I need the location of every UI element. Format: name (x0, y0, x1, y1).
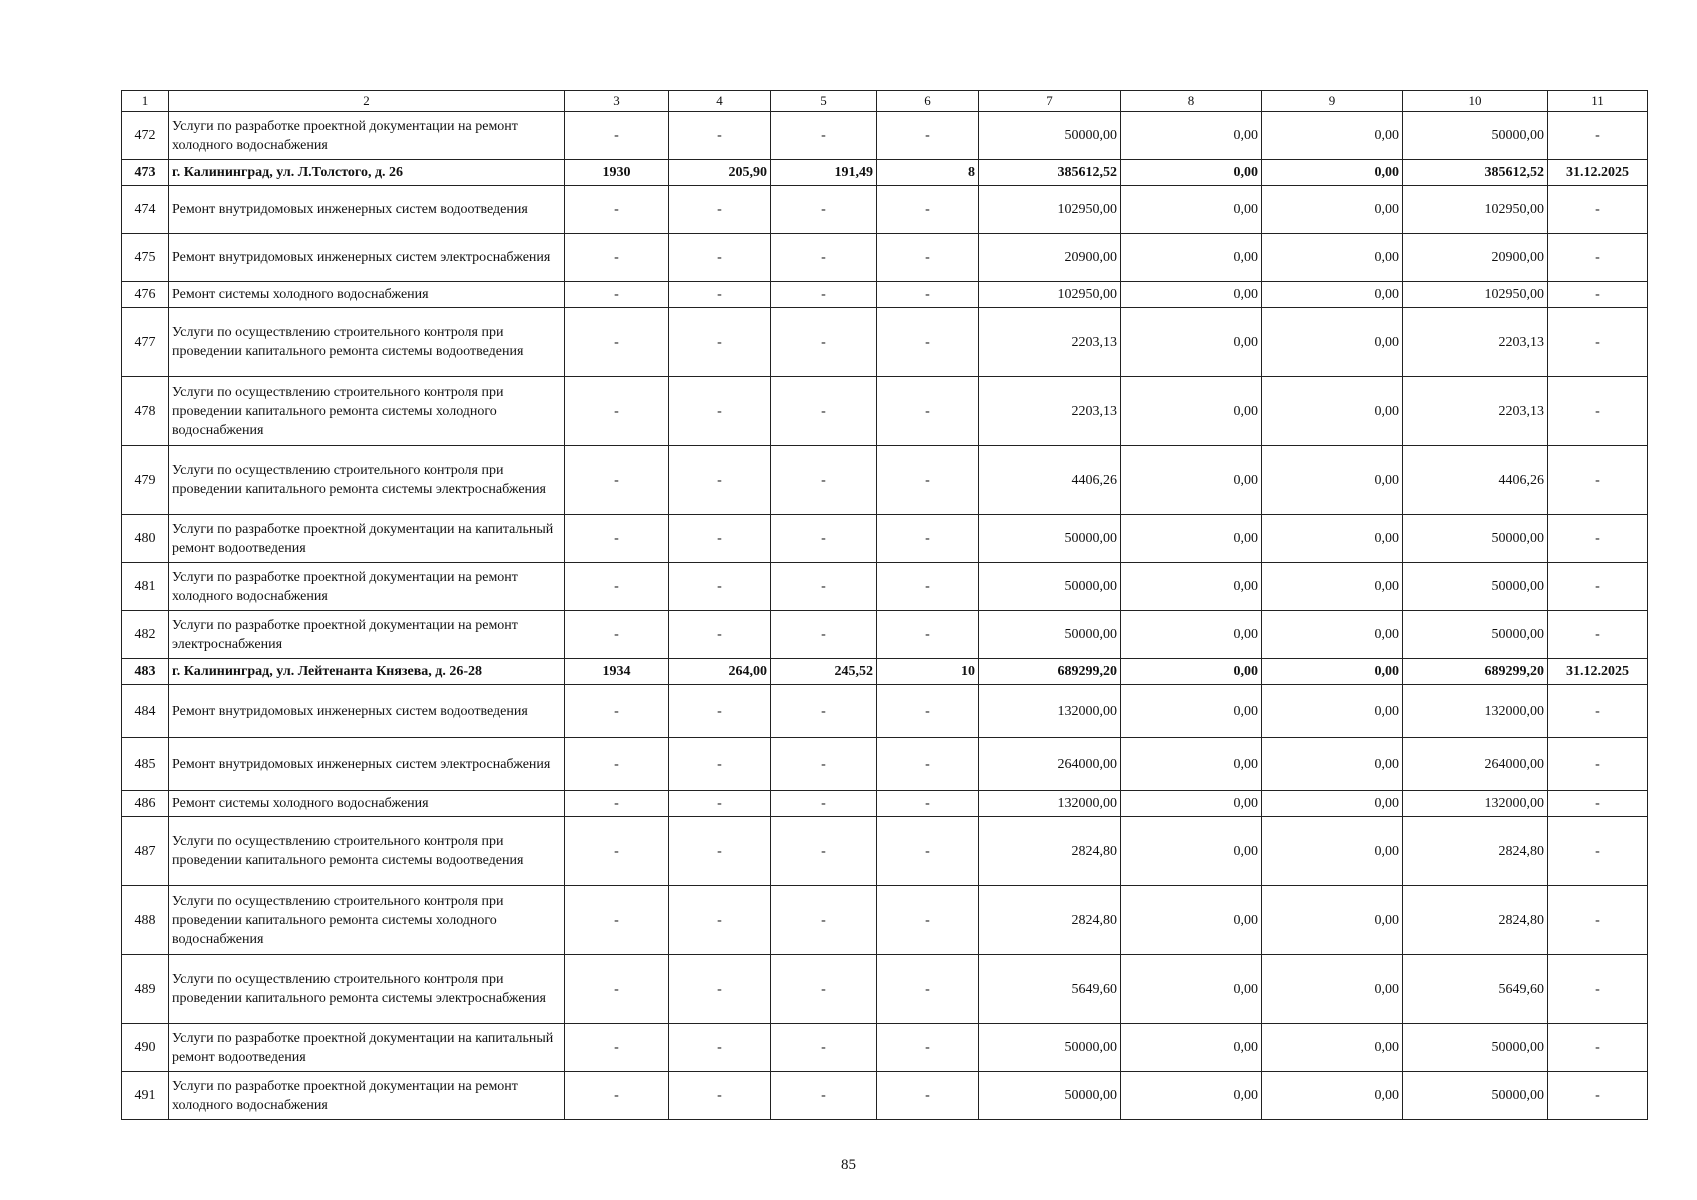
cost-total-cell: 132000,00 (979, 791, 1121, 817)
cost-total-cell: 5649,60 (979, 955, 1121, 1024)
work-description-cell: Услуги по разработке проектной документации на ремонт холодного водоснабжения (169, 112, 565, 160)
row-number-cell: 483 (122, 659, 169, 685)
header-cell: 7 (979, 91, 1121, 112)
row-number-cell: 474 (122, 186, 169, 234)
cost-total-cell: 20900,00 (979, 234, 1121, 282)
cost-fund-cell: 0,00 (1121, 791, 1262, 817)
header-cell: 8 (1121, 91, 1262, 112)
area-living-cell: - (771, 611, 877, 659)
cost-other-cell: 0,00 (1262, 817, 1403, 886)
year-cell: - (565, 282, 669, 308)
deadline-cell: - (1548, 791, 1648, 817)
deadline-cell: - (1548, 446, 1648, 515)
cost-owners-cell: 2824,80 (1403, 817, 1548, 886)
cost-owners-cell: 689299,20 (1403, 659, 1548, 685)
cost-fund-cell: 0,00 (1121, 186, 1262, 234)
area-living-cell: - (771, 186, 877, 234)
work-description-cell: Ремонт внутридомовых инженерных систем электроснабжения (169, 234, 565, 282)
area-living-cell: - (771, 1072, 877, 1120)
area-living-cell: - (771, 282, 877, 308)
cost-other-cell: 0,00 (1262, 112, 1403, 160)
area-living-cell: 191,49 (771, 160, 877, 186)
cost-fund-cell: 0,00 (1121, 611, 1262, 659)
table-row (122, 955, 1648, 1024)
row-number-cell: 477 (122, 308, 169, 377)
area-living-cell: - (771, 515, 877, 563)
row-number-cell: 472 (122, 112, 169, 160)
row-number-cell: 486 (122, 791, 169, 817)
cost-owners-cell: 385612,52 (1403, 160, 1548, 186)
work-description-cell: Услуги по осуществлению строительного контроля при проведении капитального ремонта системы холодного водоснабжения (169, 377, 565, 446)
year-cell: - (565, 515, 669, 563)
work-description-cell: Ремонт внутридомовых инженерных систем водоотведения (169, 186, 565, 234)
cost-other-cell: 0,00 (1262, 446, 1403, 515)
cost-fund-cell: 0,00 (1121, 377, 1262, 446)
table-row (122, 377, 1648, 446)
residents-cell: - (877, 1072, 979, 1120)
cost-owners-cell: 132000,00 (1403, 685, 1548, 738)
work-description-cell: Ремонт системы холодного водоснабжения (169, 791, 565, 817)
header-cell: 9 (1262, 91, 1403, 112)
header-cell: 11 (1548, 91, 1648, 112)
year-cell: - (565, 611, 669, 659)
cost-fund-cell: 0,00 (1121, 112, 1262, 160)
cost-owners-cell: 132000,00 (1403, 791, 1548, 817)
area-total-cell: - (669, 186, 771, 234)
header-cell: 10 (1403, 91, 1548, 112)
year-cell: - (565, 791, 669, 817)
area-total-cell: - (669, 377, 771, 446)
work-description-cell: Услуги по осуществлению строительного контроля при проведении капитального ремонта системы водоотведения (169, 308, 565, 377)
residents-cell: - (877, 685, 979, 738)
deadline-cell: - (1548, 234, 1648, 282)
area-living-cell: 245,52 (771, 659, 877, 685)
area-total-cell: 205,90 (669, 160, 771, 186)
row-number-cell: 478 (122, 377, 169, 446)
cost-owners-cell: 264000,00 (1403, 738, 1548, 791)
year-cell: 1930 (565, 160, 669, 186)
area-living-cell: - (771, 1024, 877, 1072)
deadline-cell: 31.12.2025 (1548, 160, 1648, 186)
work-description-cell: Услуги по разработке проектной документации на капитальный ремонт водоотведения (169, 1024, 565, 1072)
year-cell: - (565, 446, 669, 515)
row-number-cell: 480 (122, 515, 169, 563)
row-number-cell: 490 (122, 1024, 169, 1072)
cost-other-cell: 0,00 (1262, 1072, 1403, 1120)
cost-fund-cell: 0,00 (1121, 817, 1262, 886)
cost-fund-cell: 0,00 (1121, 886, 1262, 955)
cost-fund-cell: 0,00 (1121, 446, 1262, 515)
page-number: 85 (841, 1157, 856, 1173)
row-number-cell: 482 (122, 611, 169, 659)
table-row (122, 1024, 1648, 1072)
cost-other-cell: 0,00 (1262, 234, 1403, 282)
deadline-cell: - (1548, 1072, 1648, 1120)
row-number-cell: 489 (122, 955, 169, 1024)
cost-total-cell: 132000,00 (979, 685, 1121, 738)
work-description-cell: Услуги по разработке проектной документации на ремонт холодного водоснабжения (169, 563, 565, 611)
area-total-cell: 264,00 (669, 659, 771, 685)
area-living-cell: - (771, 377, 877, 446)
work-description-cell: Ремонт внутридомовых инженерных систем электроснабжения (169, 738, 565, 791)
table-row (122, 446, 1648, 515)
table-row (122, 186, 1648, 234)
table-row (122, 817, 1648, 886)
area-total-cell: - (669, 791, 771, 817)
year-cell: - (565, 817, 669, 886)
cost-owners-cell: 102950,00 (1403, 186, 1548, 234)
year-cell: - (565, 234, 669, 282)
area-living-cell: - (771, 234, 877, 282)
residents-cell: - (877, 563, 979, 611)
header-cell: 3 (565, 91, 669, 112)
work-description-cell: г. Калининград, ул. Л.Толстого, д. 26 (169, 160, 565, 186)
area-total-cell: - (669, 1072, 771, 1120)
cost-owners-cell: 50000,00 (1403, 515, 1548, 563)
deadline-cell: - (1548, 308, 1648, 377)
deadline-cell: 31.12.2025 (1548, 659, 1648, 685)
cost-other-cell: 0,00 (1262, 282, 1403, 308)
work-description-cell: Услуги по осуществлению строительного контроля при проведении капитального ремонта системы холодного водоснабжения (169, 886, 565, 955)
residents-cell: - (877, 738, 979, 791)
table-row (122, 563, 1648, 611)
residents-cell: - (877, 515, 979, 563)
table-row (122, 282, 1648, 308)
deadline-cell: - (1548, 112, 1648, 160)
cost-total-cell: 689299,20 (979, 659, 1121, 685)
residents-cell: - (877, 112, 979, 160)
cost-other-cell: 0,00 (1262, 955, 1403, 1024)
cost-other-cell: 0,00 (1262, 186, 1403, 234)
work-description-cell: Услуги по осуществлению строительного контроля при проведении капитального ремонта системы водоотведения (169, 817, 565, 886)
area-total-cell: - (669, 515, 771, 563)
cost-owners-cell: 50000,00 (1403, 611, 1548, 659)
cost-other-cell: 0,00 (1262, 563, 1403, 611)
work-description-cell: Услуги по разработке проектной документации на капитальный ремонт водоотведения (169, 515, 565, 563)
year-cell: - (565, 377, 669, 446)
deadline-cell: - (1548, 611, 1648, 659)
cost-other-cell: 0,00 (1262, 515, 1403, 563)
year-cell: - (565, 1024, 669, 1072)
cost-owners-cell: 4406,26 (1403, 446, 1548, 515)
work-description-cell: Услуги по разработке проектной документации на ремонт электроснабжения (169, 611, 565, 659)
deadline-cell: - (1548, 282, 1648, 308)
table-row (122, 1072, 1648, 1120)
cost-total-cell: 50000,00 (979, 515, 1121, 563)
cost-fund-cell: 0,00 (1121, 515, 1262, 563)
work-description-cell: Услуги по осуществлению строительного контроля при проведении капитального ремонта системы электроснабжения (169, 446, 565, 515)
cost-total-cell: 264000,00 (979, 738, 1121, 791)
deadline-cell: - (1548, 1024, 1648, 1072)
residents-cell: - (877, 955, 979, 1024)
year-cell: - (565, 186, 669, 234)
cost-owners-cell: 2824,80 (1403, 886, 1548, 955)
area-total-cell: - (669, 282, 771, 308)
area-total-cell: - (669, 886, 771, 955)
work-description-cell: г. Калининград, ул. Лейтенанта Князева, д. 26-28 (169, 659, 565, 685)
area-living-cell: - (771, 563, 877, 611)
year-cell: - (565, 112, 669, 160)
area-living-cell: - (771, 446, 877, 515)
header-cell: 6 (877, 91, 979, 112)
cost-owners-cell: 2203,13 (1403, 308, 1548, 377)
cost-fund-cell: 0,00 (1121, 738, 1262, 791)
cost-fund-cell: 0,00 (1121, 685, 1262, 738)
deadline-cell: - (1548, 377, 1648, 446)
cost-other-cell: 0,00 (1262, 886, 1403, 955)
row-number-cell: 473 (122, 160, 169, 186)
table-row (122, 112, 1648, 160)
residents-cell: - (877, 817, 979, 886)
deadline-cell: - (1548, 817, 1648, 886)
area-total-cell: - (669, 955, 771, 1024)
residents-cell: - (877, 308, 979, 377)
residents-cell: - (877, 186, 979, 234)
year-cell: - (565, 955, 669, 1024)
cost-fund-cell: 0,00 (1121, 234, 1262, 282)
area-total-cell: - (669, 112, 771, 160)
area-living-cell: - (771, 791, 877, 817)
header-cell: 4 (669, 91, 771, 112)
year-cell: - (565, 563, 669, 611)
column-number-row (122, 91, 1648, 112)
area-living-cell: - (771, 308, 877, 377)
year-cell: - (565, 685, 669, 738)
row-number-cell: 487 (122, 817, 169, 886)
row-number-cell: 479 (122, 446, 169, 515)
cost-fund-cell: 0,00 (1121, 659, 1262, 685)
row-number-cell: 481 (122, 563, 169, 611)
table-row (122, 791, 1648, 817)
cost-owners-cell: 5649,60 (1403, 955, 1548, 1024)
work-description-cell: Услуги по разработке проектной документации на ремонт холодного водоснабжения (169, 1072, 565, 1120)
cost-owners-cell: 50000,00 (1403, 1024, 1548, 1072)
table-row (122, 308, 1648, 377)
area-total-cell: - (669, 611, 771, 659)
area-living-cell: - (771, 886, 877, 955)
area-living-cell: - (771, 112, 877, 160)
residents-cell: 10 (877, 659, 979, 685)
row-number-cell: 488 (122, 886, 169, 955)
table-row (122, 515, 1648, 563)
year-cell: 1934 (565, 659, 669, 685)
table-row (122, 886, 1648, 955)
cost-owners-cell: 50000,00 (1403, 112, 1548, 160)
cost-total-cell: 102950,00 (979, 282, 1121, 308)
area-total-cell: - (669, 817, 771, 886)
cost-total-cell: 2203,13 (979, 377, 1121, 446)
cost-total-cell: 50000,00 (979, 1024, 1121, 1072)
cost-other-cell: 0,00 (1262, 308, 1403, 377)
residents-cell: - (877, 791, 979, 817)
table-row (122, 234, 1648, 282)
residents-cell: - (877, 886, 979, 955)
cost-other-cell: 0,00 (1262, 377, 1403, 446)
area-living-cell: - (771, 817, 877, 886)
cost-total-cell: 50000,00 (979, 611, 1121, 659)
header-cell: 5 (771, 91, 877, 112)
table-row (122, 738, 1648, 791)
work-description-cell: Услуги по осуществлению строительного контроля при проведении капитального ремонта системы электроснабжения (169, 955, 565, 1024)
cost-fund-cell: 0,00 (1121, 160, 1262, 186)
area-total-cell: - (669, 308, 771, 377)
year-cell: - (565, 1072, 669, 1120)
cost-total-cell: 2203,13 (979, 308, 1121, 377)
cost-other-cell: 0,00 (1262, 160, 1403, 186)
deadline-cell: - (1548, 738, 1648, 791)
cost-other-cell: 0,00 (1262, 791, 1403, 817)
cost-total-cell: 50000,00 (979, 1072, 1121, 1120)
row-number-cell: 475 (122, 234, 169, 282)
residents-cell: - (877, 282, 979, 308)
cost-fund-cell: 0,00 (1121, 1072, 1262, 1120)
area-total-cell: - (669, 446, 771, 515)
cost-total-cell: 2824,80 (979, 886, 1121, 955)
area-total-cell: - (669, 234, 771, 282)
residents-cell: - (877, 1024, 979, 1072)
area-total-cell: - (669, 738, 771, 791)
table-row (122, 685, 1648, 738)
residents-cell: 8 (877, 160, 979, 186)
header-cell: 1 (122, 91, 169, 112)
cost-other-cell: 0,00 (1262, 738, 1403, 791)
cost-fund-cell: 0,00 (1121, 563, 1262, 611)
row-number-cell: 491 (122, 1072, 169, 1120)
area-total-cell: - (669, 1024, 771, 1072)
cost-owners-cell: 2203,13 (1403, 377, 1548, 446)
area-total-cell: - (669, 685, 771, 738)
cost-total-cell: 385612,52 (979, 160, 1121, 186)
cost-fund-cell: 0,00 (1121, 308, 1262, 377)
cost-other-cell: 0,00 (1262, 659, 1403, 685)
address-row (122, 160, 1648, 186)
cost-total-cell: 2824,80 (979, 817, 1121, 886)
year-cell: - (565, 738, 669, 791)
cost-other-cell: 0,00 (1262, 611, 1403, 659)
residents-cell: - (877, 377, 979, 446)
cost-fund-cell: 0,00 (1121, 1024, 1262, 1072)
deadline-cell: - (1548, 563, 1648, 611)
deadline-cell: - (1548, 886, 1648, 955)
residents-cell: - (877, 611, 979, 659)
residents-cell: - (877, 446, 979, 515)
work-description-cell: Ремонт внутридомовых инженерных систем водоотведения (169, 685, 565, 738)
area-living-cell: - (771, 738, 877, 791)
cost-total-cell: 4406,26 (979, 446, 1121, 515)
row-number-cell: 485 (122, 738, 169, 791)
row-number-cell: 484 (122, 685, 169, 738)
cost-other-cell: 0,00 (1262, 685, 1403, 738)
cost-owners-cell: 20900,00 (1403, 234, 1548, 282)
residents-cell: - (877, 234, 979, 282)
area-living-cell: - (771, 955, 877, 1024)
work-description-cell: Ремонт системы холодного водоснабжения (169, 282, 565, 308)
year-cell: - (565, 308, 669, 377)
deadline-cell: - (1548, 186, 1648, 234)
cost-total-cell: 102950,00 (979, 186, 1121, 234)
table-row (122, 611, 1648, 659)
capital-repair-table (121, 90, 1648, 1120)
cost-fund-cell: 0,00 (1121, 955, 1262, 1024)
cost-total-cell: 50000,00 (979, 112, 1121, 160)
deadline-cell: - (1548, 515, 1648, 563)
cost-owners-cell: 50000,00 (1403, 563, 1548, 611)
address-row (122, 659, 1648, 685)
cost-total-cell: 50000,00 (979, 563, 1121, 611)
cost-owners-cell: 50000,00 (1403, 1072, 1548, 1120)
year-cell: - (565, 886, 669, 955)
cost-other-cell: 0,00 (1262, 1024, 1403, 1072)
area-total-cell: - (669, 563, 771, 611)
header-cell: 2 (169, 91, 565, 112)
deadline-cell: - (1548, 955, 1648, 1024)
deadline-cell: - (1548, 685, 1648, 738)
cost-fund-cell: 0,00 (1121, 282, 1262, 308)
cost-owners-cell: 102950,00 (1403, 282, 1548, 308)
row-number-cell: 476 (122, 282, 169, 308)
area-living-cell: - (771, 685, 877, 738)
